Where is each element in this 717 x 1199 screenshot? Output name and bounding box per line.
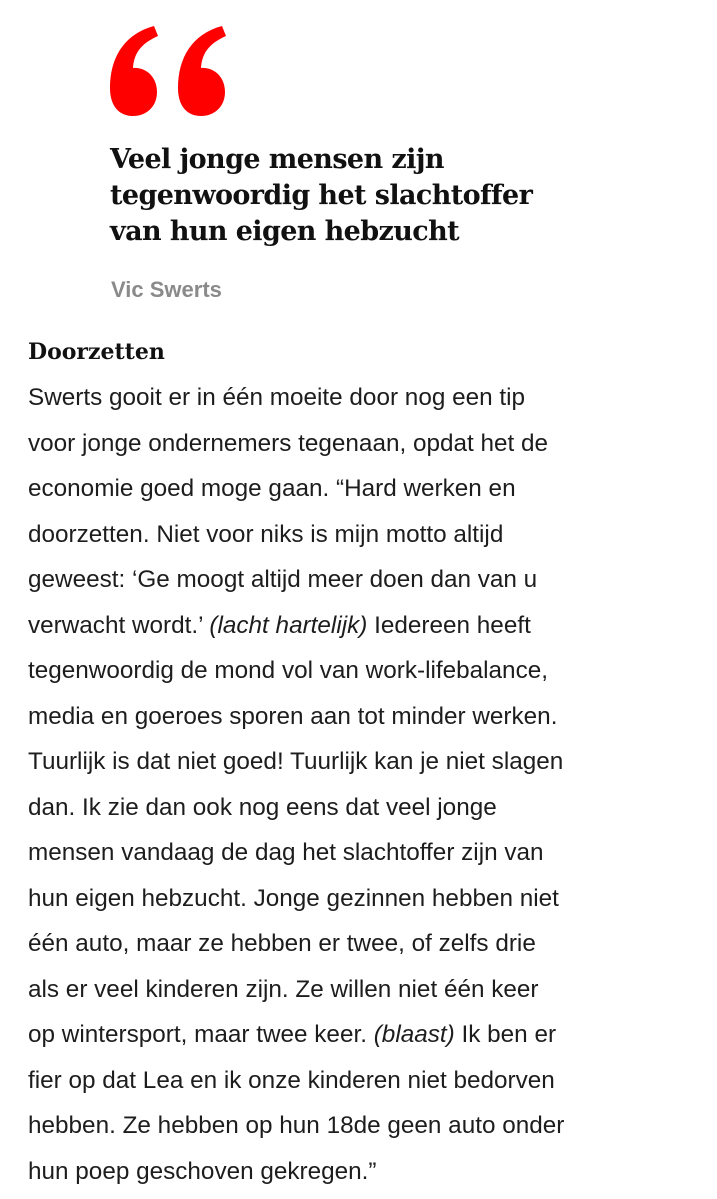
paragraph-line: hun poep geschoven gekregen.”: [28, 1157, 377, 1185]
quote-mark-icon: [106, 22, 236, 122]
paragraph-line: dan. Ik zie dan ook nog eens dat veel jonge: [28, 793, 497, 821]
stage-direction: (lacht hartelijk): [209, 611, 368, 639]
paragraph-line: economie goed moge gaan. “Hard werken en: [28, 475, 516, 502]
pull-quote: [110, 142, 670, 250]
paragraph-line: geweest: ‘Ge moogt altijd meer doen dan van u: [28, 566, 538, 593]
paragraph-line: mensen vandaag de dag het slachtoffer zijn van: [28, 839, 544, 866]
paragraph-line: op wintersport, maar twee keer. (blaast) Ik ben er: [28, 1021, 557, 1048]
stage-direction: (blaast): [373, 1021, 455, 1048]
paragraph-line: doorzetten. Niet voor niks is mijn motto altijd: [28, 520, 504, 548]
pull-quote-line: van hun eigen hebzucht: [110, 216, 460, 247]
quote-author: Vic Swerts: [111, 277, 222, 302]
paragraph-line: hebben. Ze hebben op hun 18de geen auto onder: [28, 1112, 565, 1139]
paragraph-line: Tuurlijk is dat niet goed! Tuurlijk kan je niet slagen: [28, 748, 564, 775]
paragraph-line: Swerts gooit er in één moeite door nog een tip: [28, 384, 526, 411]
section-heading: Doorzetten: [28, 339, 165, 365]
paragraph-line: fier op dat Lea en ik onze kinderen niet bedorven: [28, 1066, 555, 1094]
paragraph-line: als er veel kinderen zijn. Ze willen niet één keer: [28, 975, 539, 1003]
paragraph-line: media en goeroes sporen aan tot minder werken.: [28, 702, 558, 730]
paragraph-line: één auto, maar ze hebben er twee, of zelfs drie: [28, 930, 536, 957]
article-paragraph: [28, 375, 696, 1194]
paragraph-line: tegenwoordig de mond vol van work-lifebalance,: [28, 657, 548, 684]
paragraph-line: verwacht wordt.’ (lacht hartelijk) Iedereen heeft: [28, 611, 531, 639]
pull-quote-line: Veel jonge mensen zijn: [110, 144, 444, 175]
pull-quote-line: tegenwoordig het slachtoffer: [110, 180, 533, 211]
paragraph-line: hun eigen hebzucht. Jonge gezinnen hebben niet: [28, 884, 559, 912]
paragraph-line: voor jonge ondernemers tegenaan, opdat het de: [28, 429, 549, 457]
